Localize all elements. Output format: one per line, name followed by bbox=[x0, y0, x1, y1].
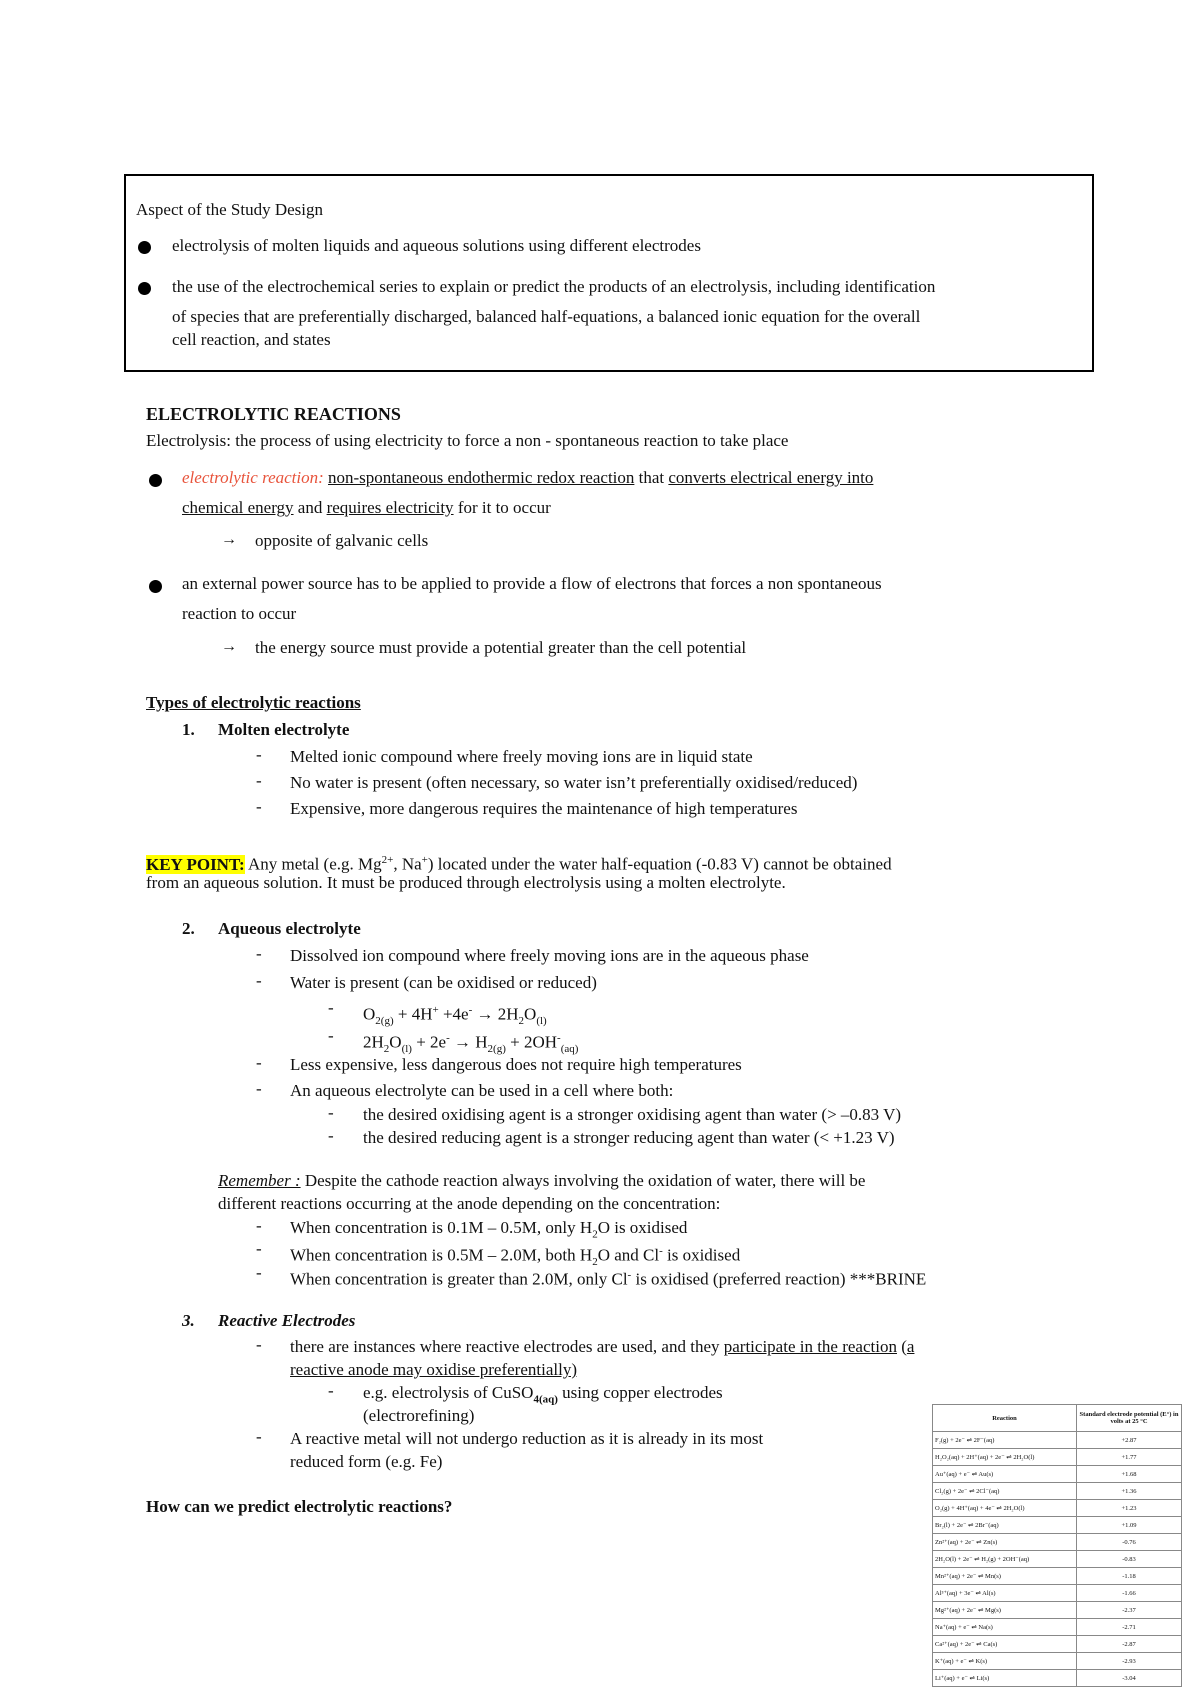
study-design-bullet-2-line-3: cell reaction, and states bbox=[172, 330, 331, 349]
reducing-agent-condition: the desired reducing agent is a stronger reducing agent than water (< +1.23 V) bbox=[363, 1128, 895, 1147]
arrow-right-icon: → bbox=[221, 531, 237, 548]
aqueous-point-2: Water is present (can be oxidised or reduced) bbox=[290, 973, 597, 992]
dash-icon: - bbox=[256, 1239, 262, 1258]
reactive-point-2: A reactive metal will not undergo reduction as it is already in its most bbox=[290, 1429, 764, 1448]
molten-point-3: Expensive, more dangerous requires the maintenance of high temperatures bbox=[290, 799, 798, 818]
reaction-cell: Ca²⁺(aq) + 2e⁻ ⇌ Ca(s) bbox=[933, 1636, 1077, 1653]
predict-heading: How can we predict electrolytic reactions? bbox=[146, 1497, 453, 1516]
reactive-point-2-line-2: reduced form (e.g. Fe) bbox=[290, 1452, 443, 1471]
bullet-icon bbox=[138, 282, 151, 295]
dash-icon: - bbox=[256, 1079, 262, 1098]
dash-icon: - bbox=[256, 1263, 262, 1282]
dash-icon: - bbox=[256, 745, 262, 764]
reaction-cell: Li⁺(aq) + e⁻ ⇌ Li(s) bbox=[933, 1670, 1077, 1687]
dash-icon: - bbox=[328, 998, 334, 1017]
oxygen-half-equation: $O_{2(g)} + 4H^+ +4e^- \to 2H_2O_{(l)}$ bbox=[363, 1004, 547, 1028]
reaction-cell: Cl₂(g) + 2e⁻ ⇌ 2Cl⁻(aq) bbox=[933, 1483, 1077, 1500]
reaction-cell: Au⁺(aq) + e⁻ ⇌ Au(s) bbox=[933, 1466, 1077, 1483]
potential-cell: +1.36 bbox=[1077, 1483, 1182, 1500]
dash-icon: - bbox=[328, 1103, 334, 1122]
dash-icon: - bbox=[328, 1026, 334, 1045]
table-row bbox=[933, 1653, 1182, 1670]
potential-cell: -1.66 bbox=[1077, 1585, 1182, 1602]
copper-example-line-2: (electrorefining) bbox=[363, 1406, 475, 1425]
arrow-right-icon: → bbox=[221, 638, 237, 655]
concentration-low: When concentration is 0.1M – 0.5M, only $H_2O$ is oxidised bbox=[290, 1218, 688, 1241]
section-title: ELECTROLYTIC REACTIONS bbox=[146, 404, 401, 424]
key-point: KEY POINT: Any metal (e.g. $Mg^{2+}$, Na+) located under the water half-equation (-0.83 V) cannot be obtained bbox=[146, 854, 892, 874]
table-row bbox=[933, 1500, 1182, 1517]
reaction-cell: K⁺(aq) + e⁻ ⇌ K(s) bbox=[933, 1653, 1077, 1670]
reaction-cell: Mg²⁺(aq) + 2e⁻ ⇌ Mg(s) bbox=[933, 1602, 1077, 1619]
electrolytic-reaction-definition-line-2: chemical energy and requires electricity for it to occur bbox=[182, 498, 551, 517]
reaction-cell: Zn²⁺(aq) + 2e⁻ ⇌ Zn(s) bbox=[933, 1534, 1077, 1551]
potential-cell: +2.87 bbox=[1077, 1432, 1182, 1449]
dash-icon: - bbox=[256, 1427, 262, 1446]
concentration-mid: When concentration is 0.5M – 2.0M, both $H_2O$ and Cl- is oxidised bbox=[290, 1245, 741, 1269]
reaction-cell: Al³⁺(aq) + 3e⁻ ⇌ Al(s) bbox=[933, 1585, 1077, 1602]
potential-cell: -1.18 bbox=[1077, 1568, 1182, 1585]
energy-source-note: the energy source must provide a potential greater than the cell potential bbox=[255, 638, 747, 657]
dash-icon: - bbox=[256, 971, 262, 990]
remember-note: Remember : Despite the cathode reaction always involving the oxidation of water, there will be bbox=[218, 1171, 866, 1190]
dash-icon: - bbox=[256, 1053, 262, 1072]
dash-icon: - bbox=[328, 1126, 334, 1145]
potential-cell: -0.83 bbox=[1077, 1551, 1182, 1568]
remember-note-line-2: different reactions occurring at the anode depending on the concentration: bbox=[218, 1194, 721, 1213]
potential-cell: +1.23 bbox=[1077, 1500, 1182, 1517]
dash-icon: - bbox=[256, 797, 262, 816]
table-header-reaction: Reaction bbox=[933, 1405, 1077, 1432]
reaction-cell: F₂(g) + 2e⁻ ⇌ 2F⁻(aq) bbox=[933, 1432, 1077, 1449]
aqueous-title: Aqueous electrolyte bbox=[218, 919, 361, 938]
study-design-bullet-1: electrolysis of molten liquids and aqueous solutions using different electrodes bbox=[172, 236, 701, 255]
key-point-line-2: from an aqueous solution. It must be produced through electrolysis using a molten electrolyte. bbox=[146, 873, 786, 892]
potential-cell: +1.77 bbox=[1077, 1449, 1182, 1466]
list-number: 1. bbox=[182, 720, 195, 739]
electrolysis-definition: Electrolysis: the process of using electricity to force a non - spontaneous reaction to take place bbox=[146, 431, 789, 450]
concentration-high: When concentration is greater than 2.0M, only Cl- is oxidised (preferred reaction) ***BRINE bbox=[290, 1269, 927, 1289]
study-design-heading: Aspect of the Study Design bbox=[136, 200, 323, 219]
reaction-cell: 2H₂O(l) + 2e⁻ ⇌ H₂(g) + 2OH⁻(aq) bbox=[933, 1551, 1077, 1568]
potential-cell: -3.04 bbox=[1077, 1670, 1182, 1687]
reaction-cell: Na⁺(aq) + e⁻ ⇌ Na(s) bbox=[933, 1619, 1077, 1636]
reactive-point-1-line-2: reactive anode may oxidise preferentially) bbox=[290, 1360, 577, 1379]
reaction-cell: H₂O₂(aq) + 2H⁺(aq) + 2e⁻ ⇌ 2H₂O(l) bbox=[933, 1449, 1077, 1466]
dash-icon: - bbox=[328, 1381, 334, 1400]
reaction-cell: Mn²⁺(aq) + 2e⁻ ⇌ Mn(s) bbox=[933, 1568, 1077, 1585]
bullet-icon bbox=[149, 474, 162, 487]
bullet-icon bbox=[138, 241, 151, 254]
table-row bbox=[933, 1483, 1182, 1500]
potential-cell: -0.76 bbox=[1077, 1534, 1182, 1551]
list-number: 3. bbox=[182, 1311, 195, 1330]
table-row bbox=[933, 1568, 1182, 1585]
reaction-cell: Br₂(l) + 2e⁻ ⇌ 2Br⁻(aq) bbox=[933, 1517, 1077, 1534]
list-number: 2. bbox=[182, 919, 195, 938]
table-row bbox=[933, 1602, 1182, 1619]
reaction-cell: O₂(g) + 4H⁺(aq) + 4e⁻ ⇌ 2H₂O(l) bbox=[933, 1500, 1077, 1517]
table-row bbox=[933, 1585, 1182, 1602]
table-row bbox=[933, 1551, 1182, 1568]
reactive-title: Reactive Electrodes bbox=[218, 1311, 356, 1330]
aqueous-point-4: An aqueous electrolyte can be used in a cell where both: bbox=[290, 1081, 674, 1100]
table-row bbox=[933, 1670, 1182, 1687]
molten-point-2: No water is present (often necessary, so water isn’t preferentially oxidised/reduced) bbox=[290, 773, 858, 792]
electrolytic-reaction-definition: electrolytic reaction: non-spontaneous endothermic redox reaction that converts electrical energy into bbox=[182, 468, 874, 487]
potential-cell: -2.87 bbox=[1077, 1636, 1182, 1653]
potential-cell: -2.37 bbox=[1077, 1602, 1182, 1619]
copper-example: e.g. electrolysis of CuSO$_{4(aq)}$ using copper electrodes bbox=[363, 1383, 723, 1406]
galvanic-note: opposite of galvanic cells bbox=[255, 531, 429, 550]
bullet-icon bbox=[149, 580, 162, 593]
dash-icon: - bbox=[256, 1216, 262, 1235]
study-design-bullet-2: the use of the electrochemical series to explain or predict the products of an electrolysis, including identification bbox=[172, 277, 936, 296]
table-row bbox=[933, 1619, 1182, 1636]
potential-cell: -2.93 bbox=[1077, 1653, 1182, 1670]
potential-cell: -2.71 bbox=[1077, 1619, 1182, 1636]
power-source-note: an external power source has to be applied to provide a flow of electrons that forces a non spontaneous bbox=[182, 574, 882, 593]
molten-point-1: Melted ionic compound where freely moving ions are in liquid state bbox=[290, 747, 753, 766]
table-row bbox=[933, 1636, 1182, 1653]
water-half-equation: $2H_2O_{(l)} + 2e^- \to H_{2(g)} + 2OH^-_{(aq)}$ bbox=[363, 1032, 579, 1056]
dash-icon: - bbox=[256, 1335, 262, 1354]
types-heading: Types of electrolytic reactions bbox=[146, 693, 361, 712]
table-row bbox=[933, 1466, 1182, 1483]
table-row bbox=[933, 1517, 1182, 1534]
potential-cell: +1.09 bbox=[1077, 1517, 1182, 1534]
table-row bbox=[933, 1534, 1182, 1551]
power-source-note-line-2: reaction to occur bbox=[182, 604, 297, 623]
table-row bbox=[933, 1449, 1182, 1466]
potential-cell: +1.68 bbox=[1077, 1466, 1182, 1483]
reactive-point-1: there are instances where reactive electrodes are used, and they participate in the reaction (a bbox=[290, 1337, 915, 1356]
electrochemical-series-table bbox=[932, 1404, 1182, 1696]
dash-icon: - bbox=[256, 944, 262, 963]
table-header-potential: Standard electrode potential (E°) in volts at 25 °C bbox=[1077, 1405, 1182, 1432]
aqueous-point-1: Dissolved ion compound where freely moving ions are in the aqueous phase bbox=[290, 946, 809, 965]
oxidising-agent-condition: the desired oxidising agent is a stronger oxidising agent than water (> –0.83 V) bbox=[363, 1105, 902, 1124]
table-row bbox=[933, 1432, 1182, 1449]
study-design-bullet-2-line-2: of species that are preferentially discharged, balanced half-equations, a balanced ionic equation for the overall bbox=[172, 307, 921, 326]
aqueous-point-3: Less expensive, less dangerous does not require high temperatures bbox=[290, 1055, 742, 1074]
molten-title: Molten electrolyte bbox=[218, 720, 350, 739]
dash-icon: - bbox=[256, 771, 262, 790]
